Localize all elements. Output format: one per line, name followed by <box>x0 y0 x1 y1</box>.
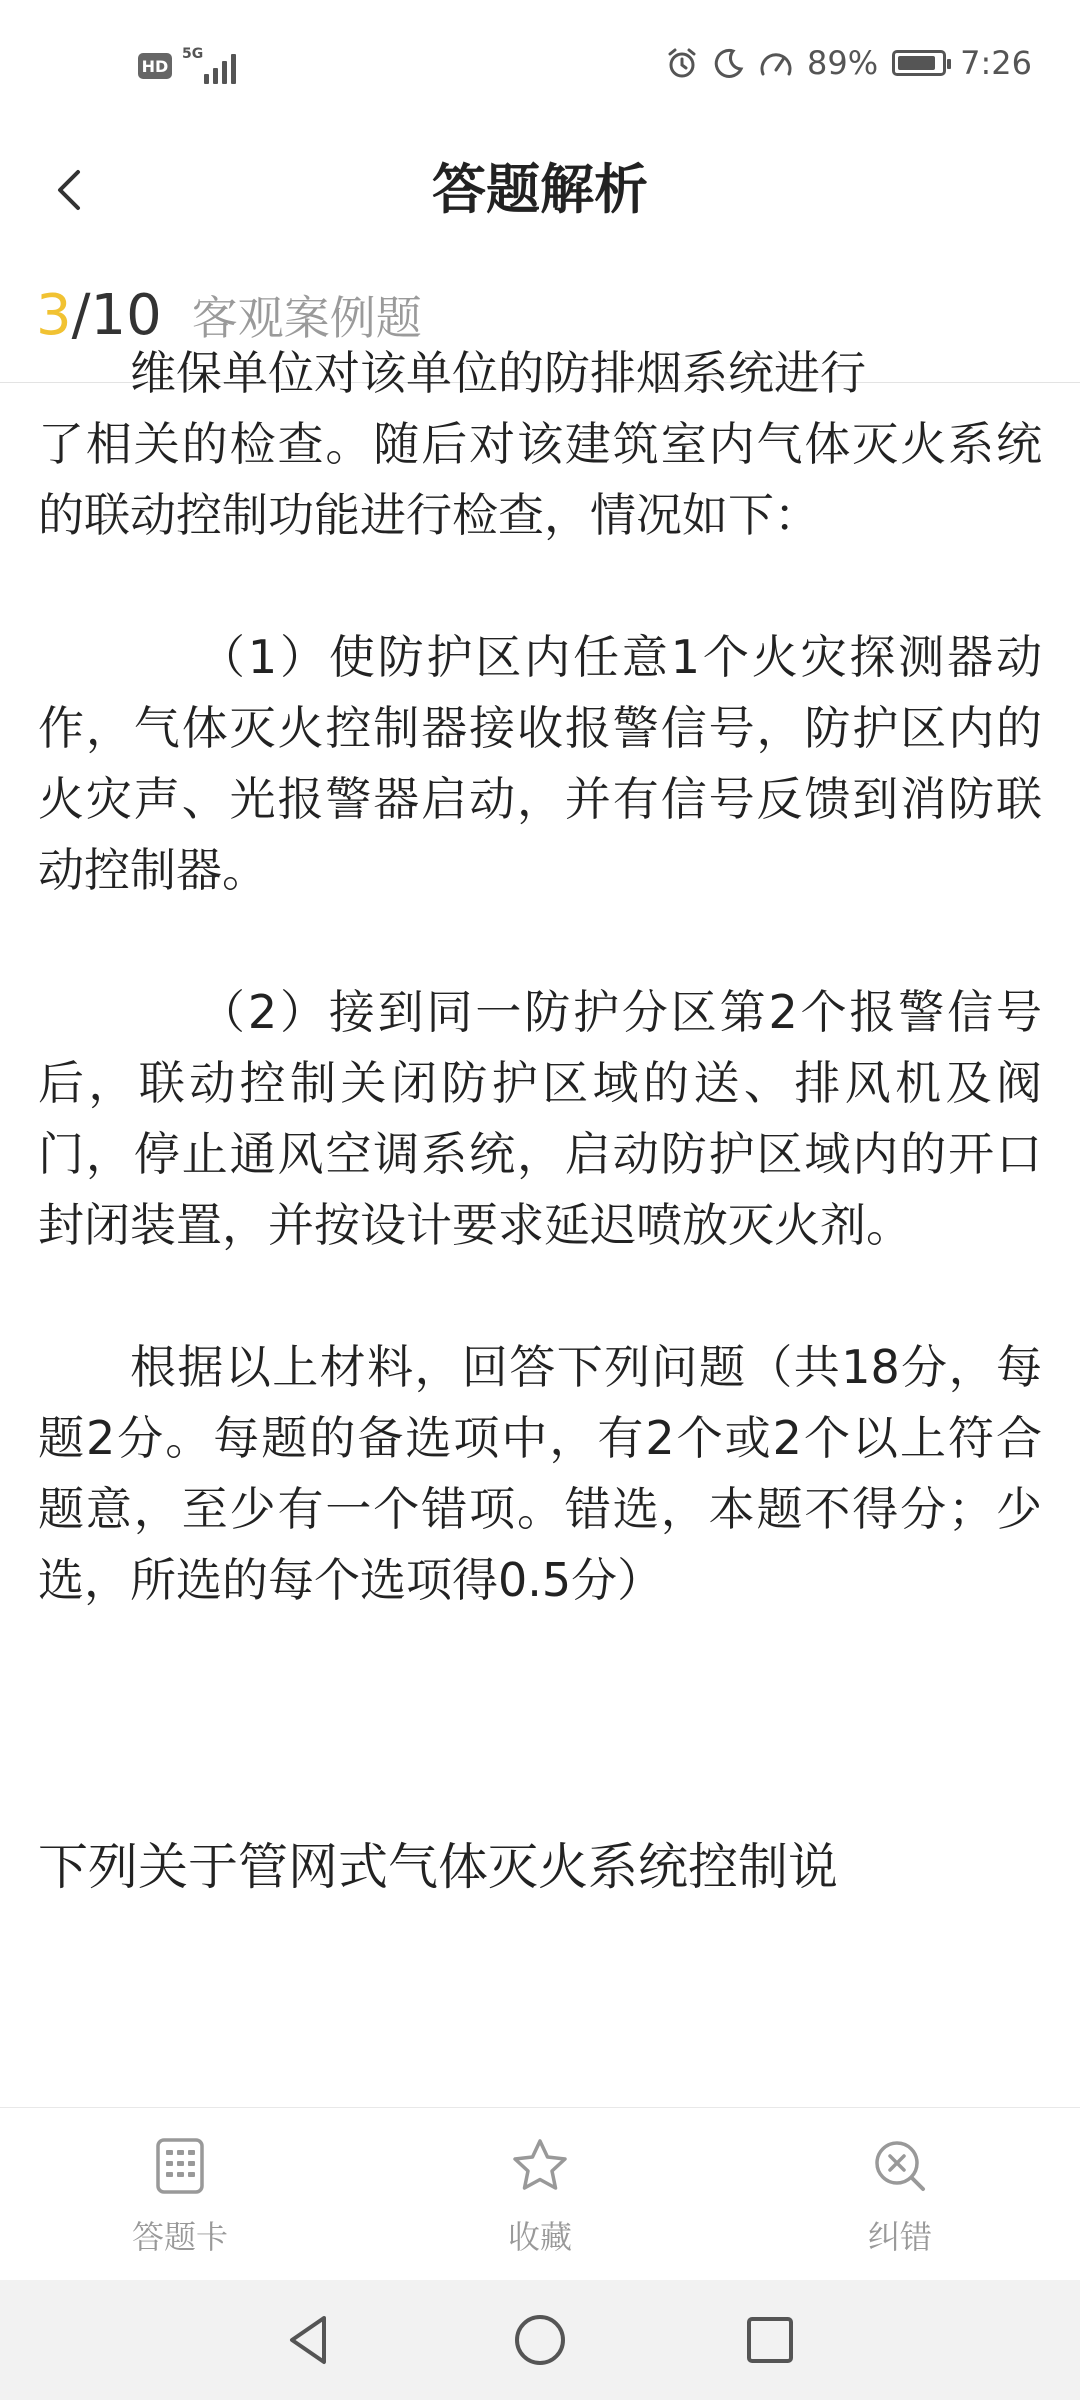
favorite-label: 收藏 <box>507 2218 572 2256</box>
answer-card-icon <box>150 2136 210 2196</box>
favorite-button[interactable] <box>430 2108 650 2281</box>
answer-card-button[interactable] <box>70 2108 290 2281</box>
moon-icon <box>713 47 745 79</box>
status-left <box>138 48 246 84</box>
network-label: 5G <box>182 46 204 62</box>
system-navigation-bar <box>0 2280 1080 2400</box>
header <box>0 130 1080 250</box>
signal-icon <box>182 48 246 84</box>
total-questions: /10 <box>71 282 162 348</box>
battery-icon <box>892 50 946 76</box>
report-error-icon <box>870 2136 930 2196</box>
star-icon <box>510 2136 570 2196</box>
alarm-icon <box>665 46 699 80</box>
question-stem: 下列关于管网式气体灭火系统控制说 <box>38 1838 838 1896</box>
page-title: 答题解析 <box>432 158 648 221</box>
report-error-label: 纠错 <box>867 2218 932 2256</box>
back-triangle-icon[interactable] <box>280 2310 340 2370</box>
clock: 7:26 <box>960 44 1032 82</box>
battery-percent: 89% <box>807 44 879 82</box>
paragraph-2: （1）使防护区内任意1个火灾探测器动作，气体灭火控制器接收报警信号，防护区内的火灾声、光报警器启动，并有信号反馈到消防联动控制器。 <box>38 630 1042 897</box>
partial-line: 维保单位对该单位的防排烟系统进行 <box>130 346 866 400</box>
hd-badge: HD <box>138 53 172 79</box>
paragraph-1: 了相关的检查。随后对该建筑室内气体灭火系统的联动控制功能进行检查，情况如下： <box>38 417 1042 542</box>
recents-square-icon[interactable] <box>740 2310 800 2370</box>
report-error-button[interactable] <box>790 2108 1010 2281</box>
status-right <box>665 44 1032 82</box>
answer-card-label: 答题卡 <box>131 2218 228 2256</box>
speed-icon <box>759 48 793 78</box>
question-type: 客观案例题 <box>191 291 422 345</box>
status-bar <box>0 0 1080 130</box>
paragraph-3: （2）接到同一防护分区第2个报警信号后，联动控制关闭防护区域的送、排风机及阀门，停止通风空调系统，启动防护区域内的开口封闭装置，并按设计要求延迟喷放灭火剂。 <box>38 985 1042 1252</box>
paragraph-4: 根据以上材料，回答下列问题（共18分，每题2分。每题的备选项中，有2个或2个以上符合题意，至少有一个错项。错选，本题不得分；少选，所选的每个选项得0.5分） <box>38 1340 1042 1607</box>
question-content[interactable] <box>0 346 1080 2107</box>
home-circle-icon[interactable] <box>510 2310 570 2370</box>
bottom-toolbar <box>0 2107 1080 2281</box>
current-question-number: 3 <box>36 282 72 348</box>
